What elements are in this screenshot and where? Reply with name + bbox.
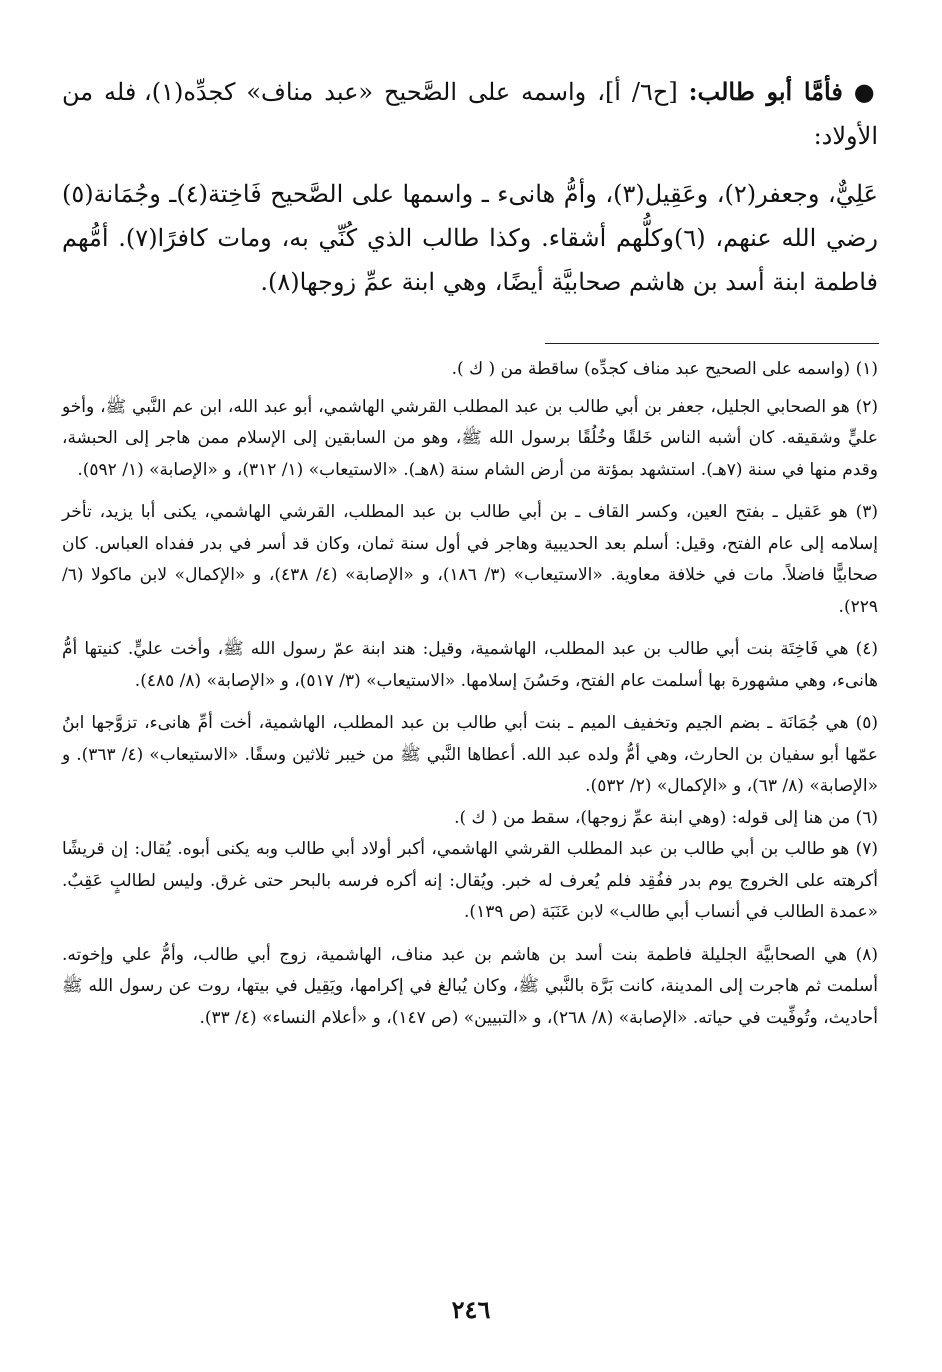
main-paragraph-1-text: [ح٦/ أ]، واسمه على الصَّحيح «عبد مناف» كجدِّه(١)، فله من الأولاد: bbox=[62, 78, 878, 150]
footnotes bbox=[62, 354, 878, 1045]
section-lead: فأمَّا أبو طالب: bbox=[688, 77, 843, 106]
footnote-6: (٦) من هنا إلى قوله: (وهي ابنة عمِّ زوجها)، سقط من ( ك ). bbox=[454, 807, 878, 828]
footnote-2: (٢) هو الصحابي الجليل، جعفر بن أبي طالب بن عبد المطلب القرشي الهاشمي، أبو عبد الله، ابن عم النَّبي ﷺ، وأخو عليٍّ وشقيقه. كان أشبه الناس خَلقًا وخُلُقًا برسول الله ﷺ، وهو من السابقين إلى الإسلام ممن هاجر إلى الحبشة، وقدم منها في سنة (٧هـ). استشهد بمؤتة من أرض الشام سنة (٨هـ). «الاستيعاب» (١/ ٣١٢)، و «الإصابة» (١/ ٥٩٢). bbox=[62, 396, 878, 480]
footnote-4: (٤) هي فَاخِتَة بنت أبي طالب بن عبد المطلب، الهاشمية، وقيل: هند ابنة عمّ رسول الله ﷺ، وأخت عليٍّ. كنيتها أمُّ هانىء، وهي مشهورة بها أسلمت عام الفتح، وحَسُنَ إسلامها. «الاستيعاب» (٣/ ٥١٧)، و «الإصابة» (٨/ ٤٨٥). bbox=[62, 639, 878, 691]
footnote-3: (٣) هو عَقيل ـ بفتح العين، وكسر القاف ـ بن أبي طالب بن عبد المطلب، القرشي الهاشمي، يكنى أبا يزيد، تأخر إسلامه إلى عام الفتح، وقيل: أسلم بعد الحديبية وهاجر في أول سنة ثمان، وكان قد أسر في بدر ففداه العباس. كان صحابيًّا فاضلاً. مات في خلافة معاوية. «الاستيعاب» (٣/ ١٨٦)، و «الإصابة» (٤/ ٤٣٨)، و «الإكمال» لابن ماكولا (٦/ ٢٢٩). bbox=[62, 502, 878, 617]
main-paragraph-2: عَلِيٌّ، وجعفر(٢)، وعَقِيل(٣)، وأمُّ هانىء ـ واسمها على الصَّحيح فَاخِتة(٤)ـ وجُمَانة(٥) رضي الله عنهم، (٦)وكلُّهم أشقاء. وكذا طالب الذي كُنِّي به، ومات كافرًا(٧). أمُّهم فاطمة ابنة أسد بن هاشم صحابيَّة أيضًا، وهي ابنة عمِّ زوجها(٨). bbox=[62, 180, 878, 296]
footnote-1: (١) (واسمه على الصحيح عبد مناف كجدِّه) ساقطة من ( ك ). bbox=[451, 359, 878, 379]
footnote-7: (٧) هو طالب بن أبي طالب بن عبد المطلب القرشي الهاشمي، أكبر أولاد أبي طالب وبه يكنى أبوه. يُقال: إن قريشًا أكرهته على الخروج يوم بدر ففُقِد فلم يُعرف له خبر. ويُقال: إنه أكره فرسه بالبحر حتى غرق. وليس لطالبٍ عَقِبٌ. «عمدة الطالب في أنساب أبي طالب» لابن عَنَبَة (ص ١٣٩). bbox=[62, 839, 878, 922]
footnote-divider bbox=[545, 343, 879, 344]
bullet-icon: ● bbox=[853, 77, 878, 106]
page-number: ٢٤٦ bbox=[451, 1295, 491, 1324]
main-text bbox=[62, 70, 878, 304]
footnote-8: (٨) هي الصحابيَّة الجليلة فاطمة بنت أسد بن هاشم بن عبد مناف، الهاشمية، زوج أبي طالب، وأمُّ علي وإخوته. أسلمت ثم هاجرت إلى المدينة، كانت بَرَّة بالنَّبي ﷺ، وكان يُبالغ في إكرامها، ويَقِيل في بيتها، روت عن رسول الله ﷺ أحاديث، وتُوفِّيت في حياته. «الإصابة» (٨/ ٢٦٨)، و «التبيين» (ص ١٤٧)، و «أعلام النساء» (٤/ ٣٣). bbox=[62, 944, 878, 1028]
main-paragraph-1 bbox=[62, 70, 878, 158]
footnote-5: (٥) هي جُمَانَة ـ بضم الجيم وتخفيف الميم ـ بنت أبي طالب بن عبد المطلب، الهاشمية، أخت أمِّ هانىء، تزوَّجها ابنُ عمّها أبو سفيان بن الحارث، وهي أمُّ ولده عبد الله. أعطاها النَّبي ﷺ من خيبر ثلاثين وسقًا. «الاستيعاب» (٤/ ٣٦٣). و «الإصابة» (٨/ ٦٣)، و «الإكمال» (٢/ ٥٣٢). bbox=[62, 713, 878, 796]
